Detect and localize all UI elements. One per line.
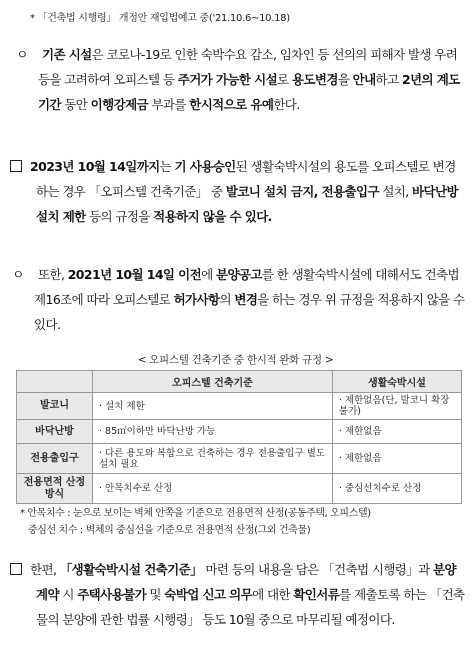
emphasis: 한시적으로 유예 [189, 97, 274, 112]
table-header-row [17, 371, 462, 393]
lodging-cell: · 제한없음 [332, 420, 461, 444]
table-row [17, 444, 462, 474]
emphasis: 용도변경 [291, 72, 338, 87]
emphasis: 2021년 10월 14일 이전 [67, 267, 202, 282]
officetel-cell: · 다른 용도와 복합으로 건축하는 경우 전용출입구 별도 설치 필요 [93, 444, 333, 474]
text: 는 [159, 159, 175, 174]
emphasis: 2023년 10월 14일까지 [30, 159, 160, 174]
measurement-footnote [20, 505, 466, 539]
text: 에 [201, 267, 216, 282]
text: 시 [58, 587, 78, 602]
relaxation-rules-table [16, 370, 462, 504]
text: 은 코로나-19로 인한 숙박수요 감소, 임차인 등 선의의 피해자 발생 우려 등을 고려하여 오피스텔 등 [38, 47, 458, 87]
row-label: 바닥난방 [17, 420, 93, 444]
text: 설치, [378, 184, 413, 199]
row-label: 발코니 [17, 393, 93, 420]
text: 한다. [273, 97, 300, 112]
emphasis: 분양계약 [36, 562, 456, 602]
emphasis: 주거가 가능한 시설 [177, 72, 278, 87]
emphasis: 발코니 설치 금지, 전용출입구 [225, 184, 379, 199]
column-header-lodging: 생활숙박시설 [332, 371, 461, 393]
column-header-officetel: 오피스텔 건축기준 [93, 371, 333, 393]
text: 된 생활숙박시설의 용도를 오피스텔로 변경하는 경우 「오피스텔 건축기준」 중 [36, 159, 456, 199]
emphasis: 허가사항 [173, 292, 220, 307]
text: 를 제출토록 하는 「건축물의 분양에 관한 법률 시행령」 등도 10월 중으로 마무리될 예정이다. [36, 587, 465, 627]
emphasis: 변경 [234, 292, 258, 307]
text: 마련 등의 내용을 담은 「건축법 시행령」과 [202, 562, 434, 577]
text: 한편, [30, 562, 60, 577]
table-row [17, 420, 462, 444]
square-bullet-icon [10, 160, 22, 172]
text: 을 [337, 72, 353, 87]
emphasis: 주택사용불가 [77, 587, 147, 602]
paragraph-existing-facilities [16, 42, 466, 117]
paragraph-lodging-standards [10, 557, 466, 632]
text: 또한, [38, 267, 68, 282]
footnote-line: 중심선 치수 : 벽체의 중심선을 기준으로 전용면적 산정(그외 건축물) [28, 525, 311, 536]
emphasis: 적용하지 않을 수 있다. [153, 209, 272, 224]
text: 동안 [60, 97, 91, 112]
circle-bullet-icon: ㅇ [12, 267, 24, 282]
row-label: 전용면적 산정방식 [17, 474, 93, 504]
circle-bullet-icon: ㅇ [16, 47, 28, 62]
emphasis: 바닥난방 설치 제한 [36, 184, 458, 224]
emphasis: 기 사용승인 [174, 159, 236, 174]
square-bullet-icon [10, 563, 22, 575]
emphasis: 「생활숙박시설 건축기준」 [59, 562, 203, 577]
text: 하고 [375, 72, 402, 87]
table-corner-cell [17, 371, 93, 393]
text: 부과를 [148, 97, 190, 112]
emphasis: 확인서류 [293, 587, 340, 602]
paragraph-before-2021 [12, 262, 466, 337]
emphasis: 이행강제금 [90, 97, 149, 112]
amendment-note: * 「건축법 시행령」 개정안 재입법예고 중('21.10.6~10.18) [30, 13, 290, 24]
officetel-cell: · 85㎡이하만 바닥난방 가능 [93, 420, 333, 444]
emphasis: 기존 시설 [42, 47, 92, 62]
lodging-cell: · 제한없음 [332, 444, 461, 474]
text: 의 [219, 292, 235, 307]
paragraph-until-2023 [10, 154, 466, 229]
lodging-cell: · 제한없음(단, 발코니 확장 불가) [332, 393, 461, 420]
officetel-cell: · 설치 제한 [93, 393, 333, 420]
footnote-line: * 안목치수 : 눈으로 보이는 벽체 안쪽을 기준으로 전용면적 산정(공동주택, 오피스텔) [20, 508, 371, 519]
lodging-cell: · 중심선치수로 산정 [332, 474, 461, 504]
text: 및 [146, 587, 165, 602]
emphasis: 2년의 계도기간 [38, 72, 460, 112]
table-row [17, 474, 462, 504]
officetel-cell: · 안목치수로 산정 [93, 474, 333, 504]
table-caption: < 오피스텔 건축기준 중 한시적 완화 규정 > [137, 354, 334, 366]
text: 등의 규정을 [85, 209, 154, 224]
row-label: 전용출입구 [17, 444, 93, 474]
table-row [17, 393, 462, 420]
text: 을 하는 경우 위 규정을 적용하지 않을 수 있다. [34, 292, 465, 332]
emphasis: 숙박업 신고 의무 [164, 587, 253, 602]
emphasis: 분양공고 [215, 267, 262, 282]
text: 를 한 생활숙박시설에 대해서도 건축법 제16조에 따라 오피스텔로 [34, 267, 459, 307]
text: 로 [277, 72, 292, 87]
emphasis: 안내 [352, 72, 376, 87]
text: 에 대한 [252, 587, 294, 602]
